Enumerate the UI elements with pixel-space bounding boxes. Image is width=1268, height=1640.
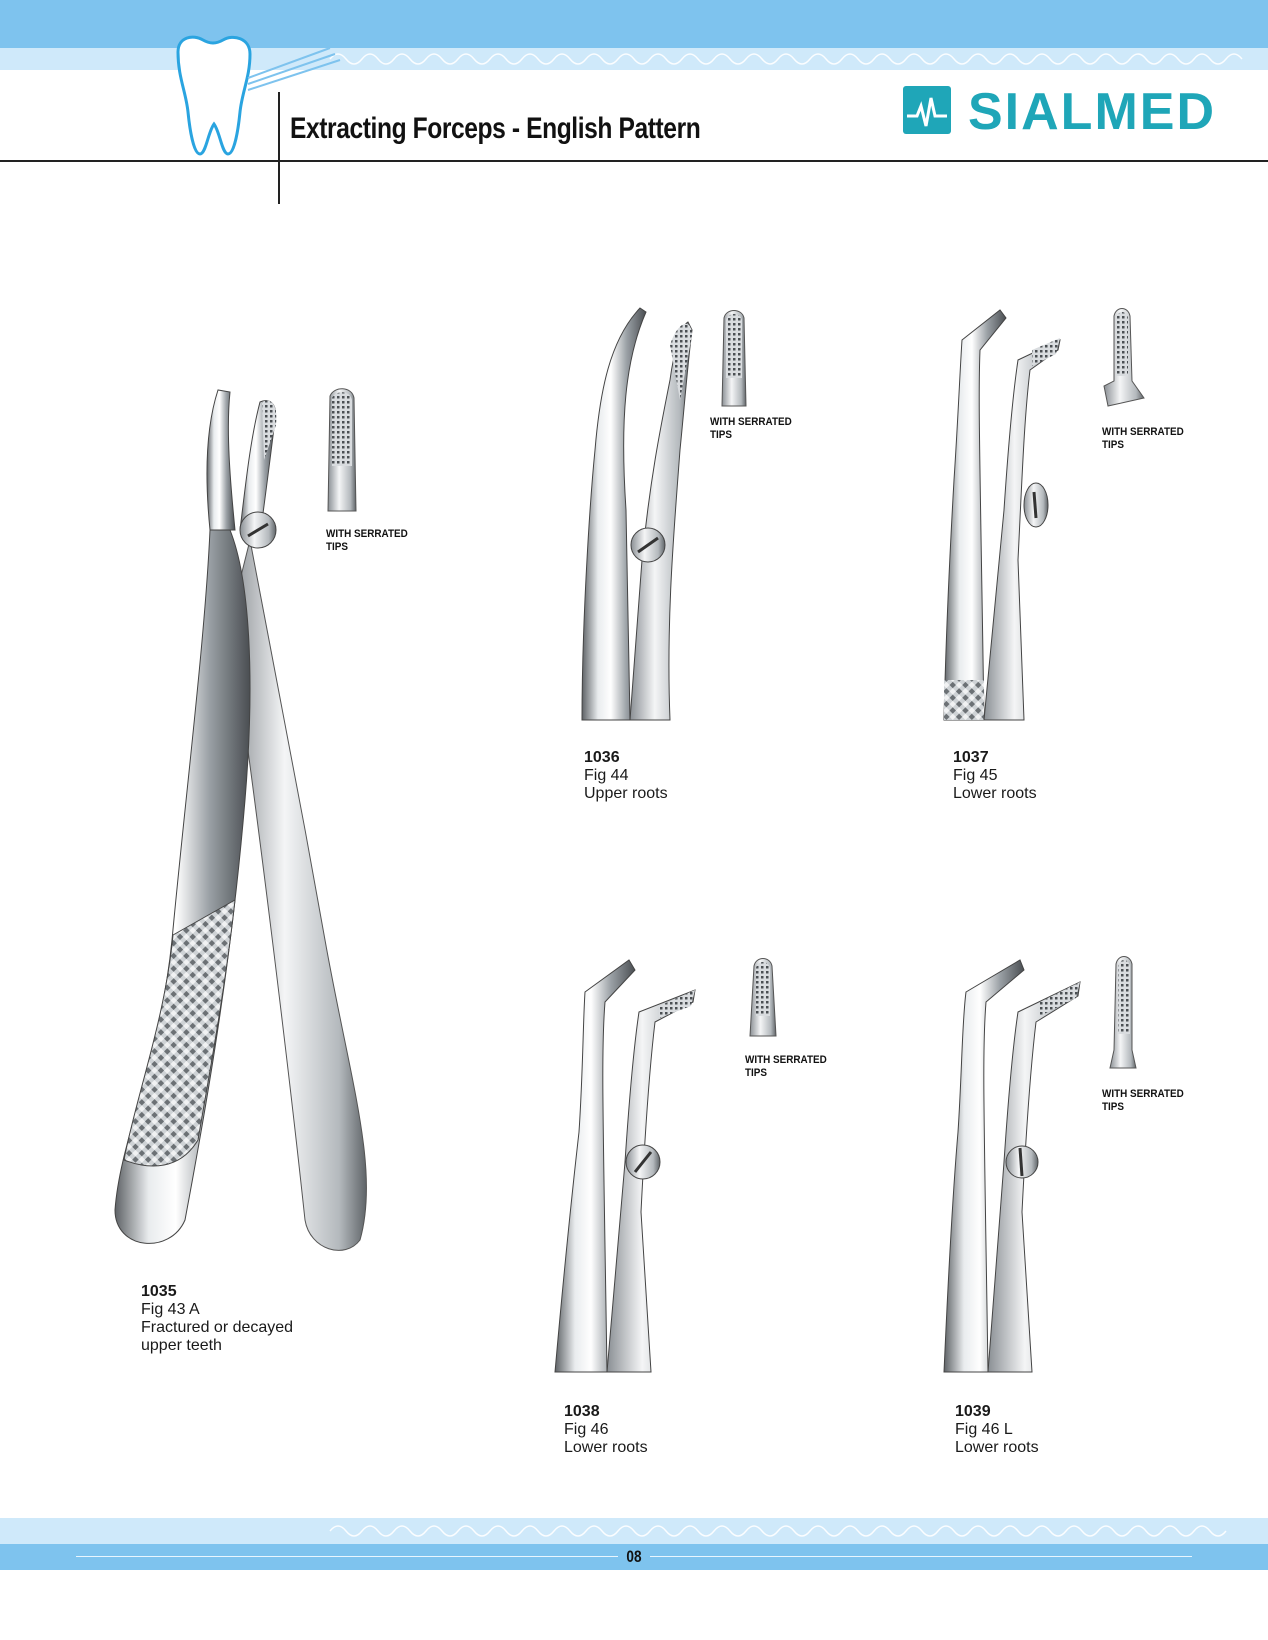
product-fig: Fig 46 L <box>955 1421 1013 1438</box>
product-fig: Fig 46 <box>564 1421 609 1438</box>
product-label-1039 <box>955 1403 1039 1457</box>
serrated-note-line1: WITH SERRATED <box>1102 1088 1184 1100</box>
product-code: 1035 <box>141 1283 177 1300</box>
serrated-note-line2: TIPS <box>1102 1101 1125 1113</box>
serrated-tip-image-1038 <box>746 956 786 1040</box>
serrated-note-line1: WITH SERRATED <box>1102 426 1184 438</box>
product-desc: Lower roots <box>955 1439 1039 1456</box>
serrated-note-line2: TIPS <box>710 429 733 441</box>
forceps-image-1039 <box>940 952 1090 1377</box>
page-title: Extracting Forceps - English Pattern <box>290 112 701 145</box>
serrated-note-1038 <box>745 1054 827 1080</box>
serrated-note-1037 <box>1102 426 1184 452</box>
product-label-1037 <box>953 749 1037 803</box>
footer-wave-decoration <box>0 1518 1268 1544</box>
forceps-image-1037 <box>940 300 1080 725</box>
serrated-tip-image-1037 <box>1102 306 1148 410</box>
header-rule <box>0 160 1268 162</box>
serrated-note-line1: WITH SERRATED <box>745 1054 827 1066</box>
serrated-note-1036 <box>710 416 792 442</box>
serrated-note-line2: TIPS <box>326 541 349 553</box>
product-code: 1036 <box>584 749 620 766</box>
product-label-1038 <box>564 1403 648 1457</box>
serrated-tip-image-1035 <box>322 386 362 516</box>
product-fig: Fig 43 A <box>141 1301 200 1318</box>
heartbeat-icon <box>903 86 953 134</box>
product-desc: Lower roots <box>953 785 1037 802</box>
page-number: 08 <box>618 1545 650 1569</box>
serrated-tip-image-1039 <box>1106 954 1146 1072</box>
title-divider <box>278 92 280 204</box>
forceps-image-1038 <box>555 952 725 1377</box>
serrated-note-1035 <box>326 528 408 554</box>
product-desc: Lower roots <box>564 1439 648 1456</box>
product-desc: Upper roots <box>584 785 668 802</box>
serrated-note-line1: WITH SERRATED <box>326 528 408 540</box>
serrated-note-line2: TIPS <box>745 1067 768 1079</box>
serrated-note-1039 <box>1102 1088 1184 1114</box>
serrated-note-line2: TIPS <box>1102 439 1125 451</box>
product-desc-cont: upper teeth <box>141 1337 222 1354</box>
product-code: 1039 <box>955 1403 991 1420</box>
footer-band-light <box>0 1518 1268 1544</box>
serrated-tip-image-1036 <box>718 308 752 408</box>
serrated-note-line1: WITH SERRATED <box>710 416 792 428</box>
forceps-image-1036 <box>570 300 700 725</box>
brand-logo: SIALMED <box>968 83 1216 141</box>
product-label-1036 <box>584 749 668 803</box>
tooth-icon <box>160 26 260 158</box>
product-desc: Fractured or decayed <box>141 1319 294 1336</box>
product-fig: Fig 45 <box>953 767 998 784</box>
product-code: 1038 <box>564 1403 600 1420</box>
product-fig: Fig 44 <box>584 767 629 784</box>
product-code: 1037 <box>953 749 989 766</box>
product-label-1035 <box>141 1283 293 1355</box>
